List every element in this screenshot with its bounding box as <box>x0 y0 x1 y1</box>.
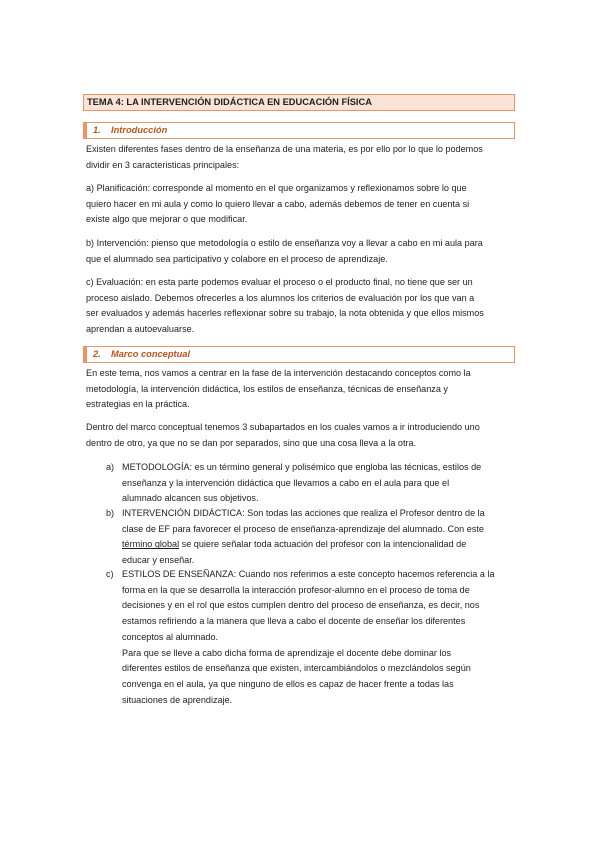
document-title: TEMA 4: LA INTERVENCIÓN DIDÁCTICA EN EDUCACIÓN FÍSICA <box>83 94 515 111</box>
intro-paragraph-intervencion: b) Intervención: pienso que metodología o estilo de enseñanza voy a llevar a cabo en mi aula para que el alumnado sea participativo y colabore en el proceso de aprendizaje. <box>86 238 483 264</box>
section-title: Marco conceptual <box>111 349 191 359</box>
section-heading-marco-conceptual <box>83 346 515 363</box>
list-marker: b) <box>106 508 115 518</box>
section-number: 1. <box>93 125 101 135</box>
section-number: 2. <box>93 349 101 359</box>
marco-paragraph-2: Dentro del marco conceptual tenemos 3 subapartados en los cuales vamos a ir introduciendo uno dentro de otro, ya que no se dan por separados, sino que una cosa lleva a la otra. <box>86 422 480 448</box>
list-marker: c) <box>106 569 114 579</box>
section-title: Introducción <box>111 125 168 135</box>
list-marker: a) <box>106 462 115 472</box>
section-heading-introduccion <box>83 122 515 139</box>
intro-paragraph-1: Existen diferentes fases dentro de la enseñanza de una materia, es por ello por lo que lo podemos dividir en 3 caracteristicas principales: <box>86 144 483 170</box>
marco-paragraph-1: En este tema, nos vamos a centrar en la fase de la intervención destacando conceptos como la metodología, la intervención didáctica, los estilos de enseñanza, técnicas de enseñanza y estrategias en la práctica. <box>86 368 471 410</box>
intro-paragraph-planificacion: a) Planificación: corresponde al momento en el que organizamos y reflexionamos sobre lo que quiero hacer en mi aula y como lo quiero llevar a cabo, además debemos de tener en cuenta si existe algo que mejorar o que modificar. <box>86 183 470 225</box>
underlined-term: término global <box>122 539 180 550</box>
document-page: TEMA 4: LA INTERVENCIÓN DIDÁCTICA EN EDUCACIÓN FÍSICA 1. Introducción Existen diferentes fases dentro de la enseñanza de una materia, es por ello por lo que lo podemos dividir en 3 caracteristicas principales: a) Planificación: corresponde al momento en el que organizamos y reflexionamos sobre lo que quiero hacer en mi aula y como lo quiero llevar a cabo, además debemos de tener en cuenta si existe algo que mejorar o que modificar. b) Intervención: pienso que metodología o estilo de enseñanza voy a llevar a cabo en mi aula para que el alumnado sea participativo y colabore en el proceso de aprendizaje. c) Evaluación: en esta parte podemos evaluar el proceso o el producto final, no tiene que ser un proceso aislado. Debemos ofrecerles a los alumnos los criterios de evaluación por los que van a ser evaluados y además hacerles reflexionar sobre su trabajo, la nota obtenida y que ellos mismos aprendan a autoevaluarse. 2. Marco conceptual En este tema, nos vamos a centrar en la fase de la intervención destacando conceptos como la metodología, la intervención didáctica, los estilos de enseñanza, técnicas de enseñanza y estrategias en la práctica. Dentro del marco conceptual tenemos 3 subapartados en los cuales vamos a ir introduciendo uno dentro de otro, ya que no se dan por separados, sino que una cosa lleva a la otra. a) METODOLOGÍA: es un término general y polisémico que engloba las técnicas, estilos de enseñanza y la intervención didáctica que llevamos a cabo en el aula para que el alumnado alcancen sus objetivos. b) INTERVENCIÓN DIDÁCTICA: Son todas las acciones que realiza el Profesor dentro de la clase de EF para favorecer el proceso de enseñanza-aprendizaje del alumnado. Con este término global se quiere señalar toda actuación del profesor con la intencionalidad de educar y enseñar. c) ESTILOS DE ENSEÑANZA: Cuando nos referimos a este concepto hacemos referencia a la forma en la que se desarrolla la interacción profesor-alumno en el proceso de toma de decisiones y en el rol que estos cumplen dentro del proceso de enseñanza, es decir, nos estamos refiriendo a la manera que lleva a cabo el docente de enseñar los diferentes conceptos al alumnado. Para que se lleve a cabo dicha forma de aprendizaje el docente debe dominar los diferentes estilos de enseñanza que existen, intercambiándolos o mezclándolos según convenga en el aula, ya que ninguno de ellos es capaz de hacer frente a todas las situaciones de aprendizaje. <box>0 0 600 848</box>
intro-paragraph-evaluacion: c) Evaluación: en esta parte podemos evaluar el proceso o el producto final, no tiene que ser un proceso aislado. Debemos ofrecerles a los alumnos los criterios de evaluación por los que van a ser evaluados y además hacerles reflexionar sobre su trabajo, la nota obtenida y que ellos mismos aprendan a autoevaluarse. <box>86 277 484 335</box>
